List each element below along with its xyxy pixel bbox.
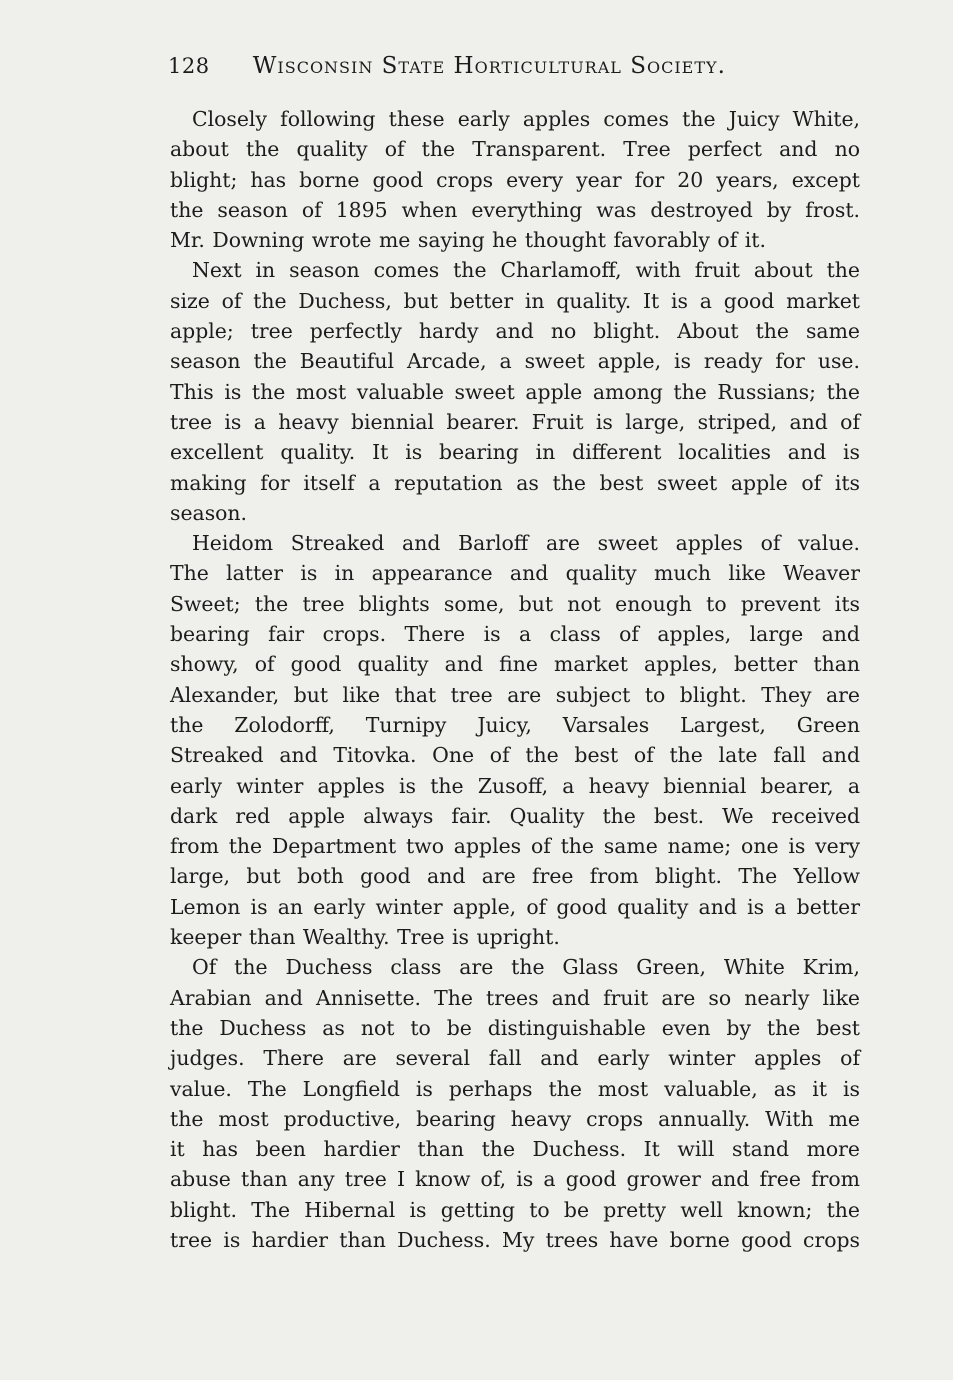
text-line: the most productive, bearing heavy crops annually. With me <box>170 1106 860 1131</box>
text-line: Mr. Downing wrote me saying he thought favorably of it. <box>170 228 766 253</box>
paragraph-juicy-white <box>170 104 860 255</box>
text-line: blight. The Hibernal is getting to be pretty well known; the <box>170 1197 860 1222</box>
text-line: it has been hardier than the Duchess. It will stand more <box>170 1137 860 1162</box>
text-line: Arabian and Annisette. The trees and fruit are so nearly like <box>170 985 860 1010</box>
running-header <box>168 53 788 83</box>
text-line: Closely following these early apples comes the Juicy White, <box>192 107 860 131</box>
text-line: the Zolodorff, Turnipy Juicy, Varsales Largest, Green <box>170 712 860 737</box>
text-line: season. <box>170 500 248 525</box>
text-line: Sweet; the tree blights some, but not enough to prevent its <box>170 591 860 616</box>
text-line: bearing fair crops. There is a class of apples, large and <box>170 622 860 647</box>
text-line: Of the Duchess class are the Glass Green, White Krim, <box>192 955 860 980</box>
text-line: The latter is in appearance and quality much like Weaver <box>170 561 860 586</box>
page-number: 128 <box>168 54 210 78</box>
text-line: size of the Duchess, but better in quality. It is a good market <box>170 288 860 313</box>
text-line: large, but both good and are free from blight. The Yellow <box>170 864 860 889</box>
text-line: the season of 1895 when everything was destroyed by frost. <box>170 197 860 222</box>
paragraph-duchess-class <box>170 952 860 1255</box>
text-line: excellent quality. It is bearing in different localities and is <box>170 440 860 465</box>
paragraph-charlamoff <box>170 255 860 528</box>
text-line: tree is hardier than Duchess. My trees have borne good crops <box>170 1227 860 1252</box>
text-line: about the quality of the Transparent. Tree perfect and no <box>170 137 860 162</box>
text-line: showy, of good quality and fine market apples, better than <box>170 652 860 677</box>
text-line: season the Beautiful Arcade, a sweet apple, is ready for use. <box>170 349 860 374</box>
text-line: abuse than any tree I know of, is a good grower and free from <box>170 1167 860 1192</box>
text-line: value. The Longfield is perhaps the most valuable, as it is <box>170 1076 860 1101</box>
text-line: apple; tree perfectly hardy and no blight. About the same <box>170 319 860 344</box>
body-text <box>170 104 860 1255</box>
text-line: judges. There are several fall and early winter apples of <box>170 1046 860 1071</box>
text-line: Lemon is an early winter apple, of good quality and is a better <box>170 894 860 919</box>
text-line: Heidom Streaked and Barloff are sweet apples of value. <box>192 531 860 556</box>
text-line: tree is a heavy biennial bearer. Fruit is large, striped, and of <box>170 409 860 434</box>
running-title: Wisconsin State Horticultural Society. <box>252 53 726 79</box>
text-line: Streaked and Titovka. One of the best of the late fall and <box>170 743 860 768</box>
text-line: This is the most valuable sweet apple among the Russians; the <box>170 379 860 404</box>
text-line: Next in season comes the Charlamoff, with fruit about the <box>192 258 860 283</box>
text-line: dark red apple always fair. Quality the best. We received <box>170 803 860 828</box>
text-line: keeper than Wealthy. Tree is upright. <box>170 925 560 950</box>
text-line: Alexander, but like that tree are subject to blight. They are <box>170 682 860 707</box>
text-line: the Duchess as not to be distinguishable even by the best <box>170 1015 860 1040</box>
text-line: from the Department two apples of the same name; one is very <box>170 834 860 859</box>
paragraph-heidom-streaked <box>170 528 860 952</box>
text-line: making for itself a reputation as the best sweet apple of its <box>170 470 860 495</box>
text-line: blight; has borne good crops every year for 20 years, except <box>170 167 860 192</box>
text-line: early winter apples is the Zusoff, a heavy biennial bearer, a <box>170 773 860 798</box>
